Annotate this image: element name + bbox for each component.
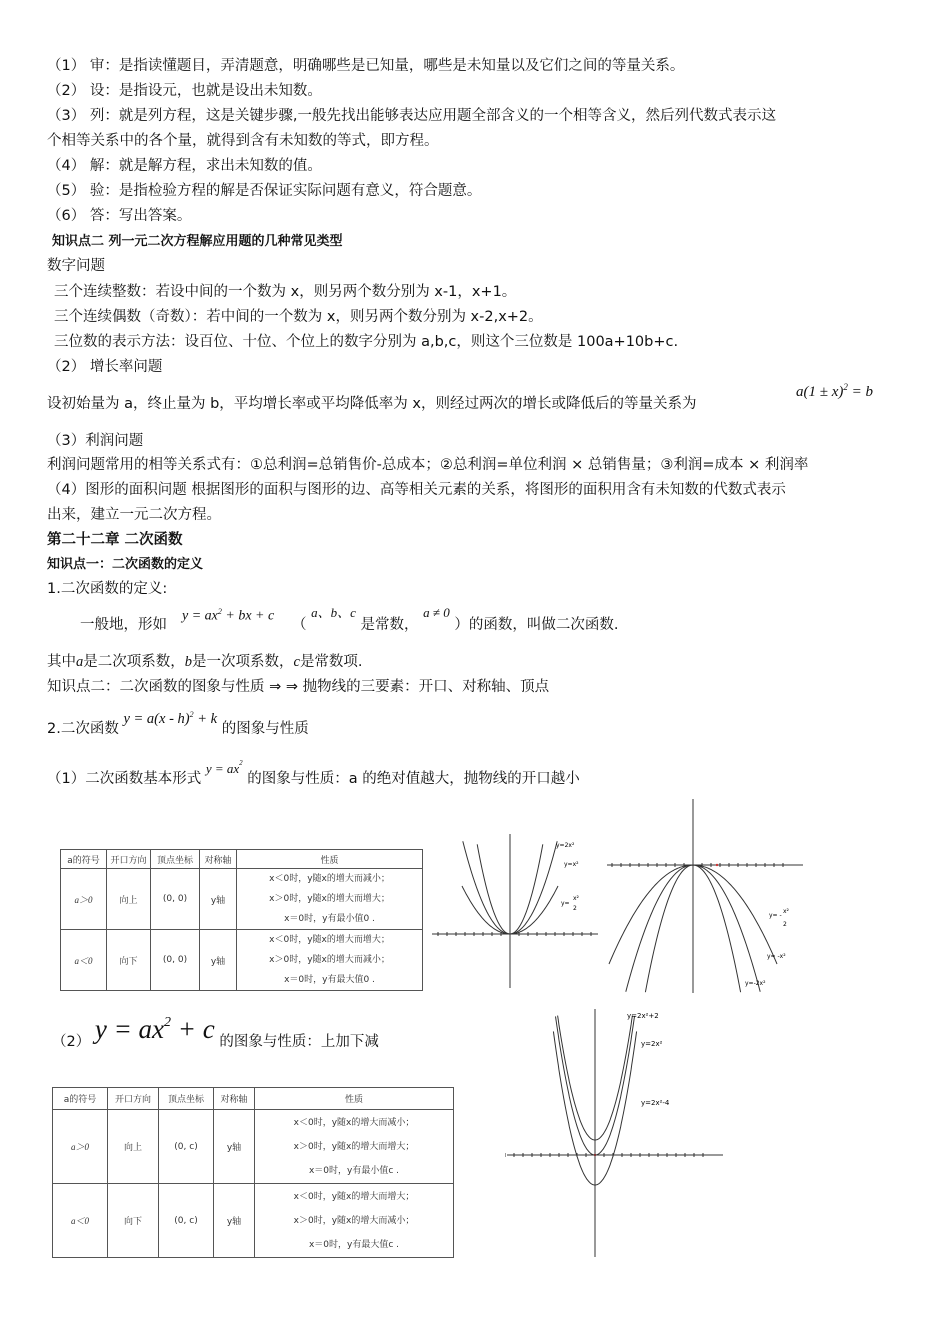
number-heading: 数字问题	[47, 258, 105, 274]
label: y= -	[769, 912, 782, 919]
def-formula: $y = ax^2$ + bx + c	[182, 607, 275, 624]
col-header: 开口方向	[108, 1088, 159, 1110]
kp1-title: 知识点一：二次函数的定义	[47, 557, 204, 572]
col-header: 性质	[237, 850, 423, 869]
label: x²	[573, 895, 579, 902]
coef-text: 其中a是二次项系数，b是一次项系数，c是常数项.	[47, 654, 363, 670]
step-3: （3） 列：就是列方程，这是关键步骤,一般先找出能够表达应用题全部含义的一个相等含义，然后列代数式表示这	[47, 108, 776, 124]
table-row: a＞0 向上 (0, c) y轴 x＜0时，y随x的增大而减小； x＞0时，y随x的增大而增大； x＝0时，y有最小值c .	[53, 1110, 454, 1184]
three-digit: 三位数的表示方法：设百位、十位、个位上的数字分别为 a,b,c，则这个三位数是 100a+10b+c.	[54, 334, 679, 350]
label: y=2x²-4	[641, 1099, 670, 1107]
col-header: 开口方向	[107, 850, 151, 869]
area-line-1: （4）图形的面积问题 根据图形的面积与图形的边、高等相关元素的关系，将图形的面积用含有未知数的代数式表示	[47, 482, 786, 498]
step-4: （4） 解：就是解方程，求出未知数的值。	[47, 158, 322, 174]
label: 2	[573, 905, 577, 912]
col-header: 顶点坐标	[159, 1088, 214, 1110]
point-marker	[716, 864, 718, 866]
col-header: a的符号	[61, 850, 107, 869]
table-row: a＜0 向下 (0, c) y轴 x＜0时，y随x的增大而增大； x＞0时，y随x的增大而减小； x＝0时，y有最大值c .	[53, 1184, 454, 1258]
table-shifted	[52, 1087, 454, 1258]
step-6: （6） 答：写出答案。	[47, 208, 192, 224]
growth-formula: $a(1 \pm x)^2 = b$	[796, 382, 874, 400]
col-header: 顶点坐标	[151, 850, 200, 869]
kp2-title: 知识点二 列一元二次方程解应用题的几种常见类型	[52, 234, 343, 249]
step-1: （1） 审：是指读懂题目，弄清题意，明确哪些是已知量，哪些是未知量以及它们之间的等量关系。	[47, 58, 685, 74]
label: y=-2x²	[745, 980, 766, 987]
table-row: a＞0 向上 (0, 0) y轴 x＜0时，y随x的增大而减小； x＞0时，y随x的增大而增大； x＝0时，y有最小值0 .	[61, 869, 423, 930]
graph-shifted-parabolas	[505, 1005, 725, 1260]
graph-upward-parabolas	[430, 830, 600, 990]
col-header: 性质	[255, 1088, 454, 1110]
consecutive-int: 三个连续整数：若设中间的一个数为 x，则另两个数分别为 x-1，x+1。	[54, 284, 517, 300]
table-row: a＜0 向下 (0, 0) y轴 x＜0时，y随x的增大而增大； x＞0时，y随x的增大而减小； x＝0时，y有最大值0 .	[61, 930, 423, 991]
label: y=2x²	[641, 1040, 663, 1048]
col-header: 对称轴	[214, 1088, 255, 1110]
graph-downward-parabolas	[605, 795, 805, 995]
label: x²	[783, 908, 789, 915]
def-prefix: 一般地，形如	[80, 617, 167, 633]
area-line-2: 出来，建立一元二次方程。	[47, 507, 221, 523]
consecutive-even: 三个连续偶数（奇数）：若中间的一个数为 x，则另两个数分别为 x-2,x+2。	[54, 309, 543, 325]
growth-heading: （2） 增长率问题	[47, 359, 163, 375]
profit-heading: （3）利润问题	[47, 433, 144, 449]
step-5: （5） 验：是指检验方程的解是否保证实际问题有意义，符合题意。	[47, 183, 482, 199]
label: y=x²	[564, 861, 579, 868]
basic-heading: （1）二次函数基本形式 $y = ax^2$ 的图象与性质：a 的绝对值越大，抛物线的开口越小	[47, 759, 580, 787]
shift-heading: （2） $y = ax^2 + c$ 的图象与性质：上加下减	[52, 1014, 379, 1050]
col-header: a的符号	[53, 1088, 108, 1110]
label: y=	[561, 900, 570, 907]
label: y=2x²	[556, 842, 575, 849]
step-2: （2） 设：是指设元，也就是设出未知数。	[47, 83, 322, 99]
def-params: （ a、b、c 是常数， a ≠ 0 ）的函数，叫做二次函数.	[292, 605, 619, 633]
col-header: 对称轴	[200, 850, 237, 869]
step-3-cont: 个相等关系中的各个量，就得到含有未知数的等式，即方程。	[47, 133, 439, 149]
kp2-graph-text: 知识点二：二次函数的图象与性质 ⇒ ⇒ 抛物线的三要素：开口、对称轴、顶点	[47, 679, 550, 695]
label: y= -x²	[767, 953, 786, 960]
label: y=2x²+2	[627, 1012, 659, 1020]
label: 2	[783, 921, 787, 928]
def-heading: 1.二次函数的定义:	[47, 581, 168, 597]
vertex-heading: 2.二次函数 y = a(x - h)$^2$ + k 的图象与性质	[47, 710, 309, 737]
profit-text: 利润问题常用的相等关系式有：①总利润=总销售价-总成本；②总利润=单位利润 × 总销售量；③利润=成本 × 利润率	[47, 457, 809, 473]
growth-text: 设初始量为 a，终止量为 b，平均增长率或平均降低率为 x，则经过两次的增长或降低后的等量关系为	[47, 396, 697, 412]
chapter-title: 第二十二章 二次函数	[47, 532, 183, 548]
table-basic	[60, 849, 423, 991]
